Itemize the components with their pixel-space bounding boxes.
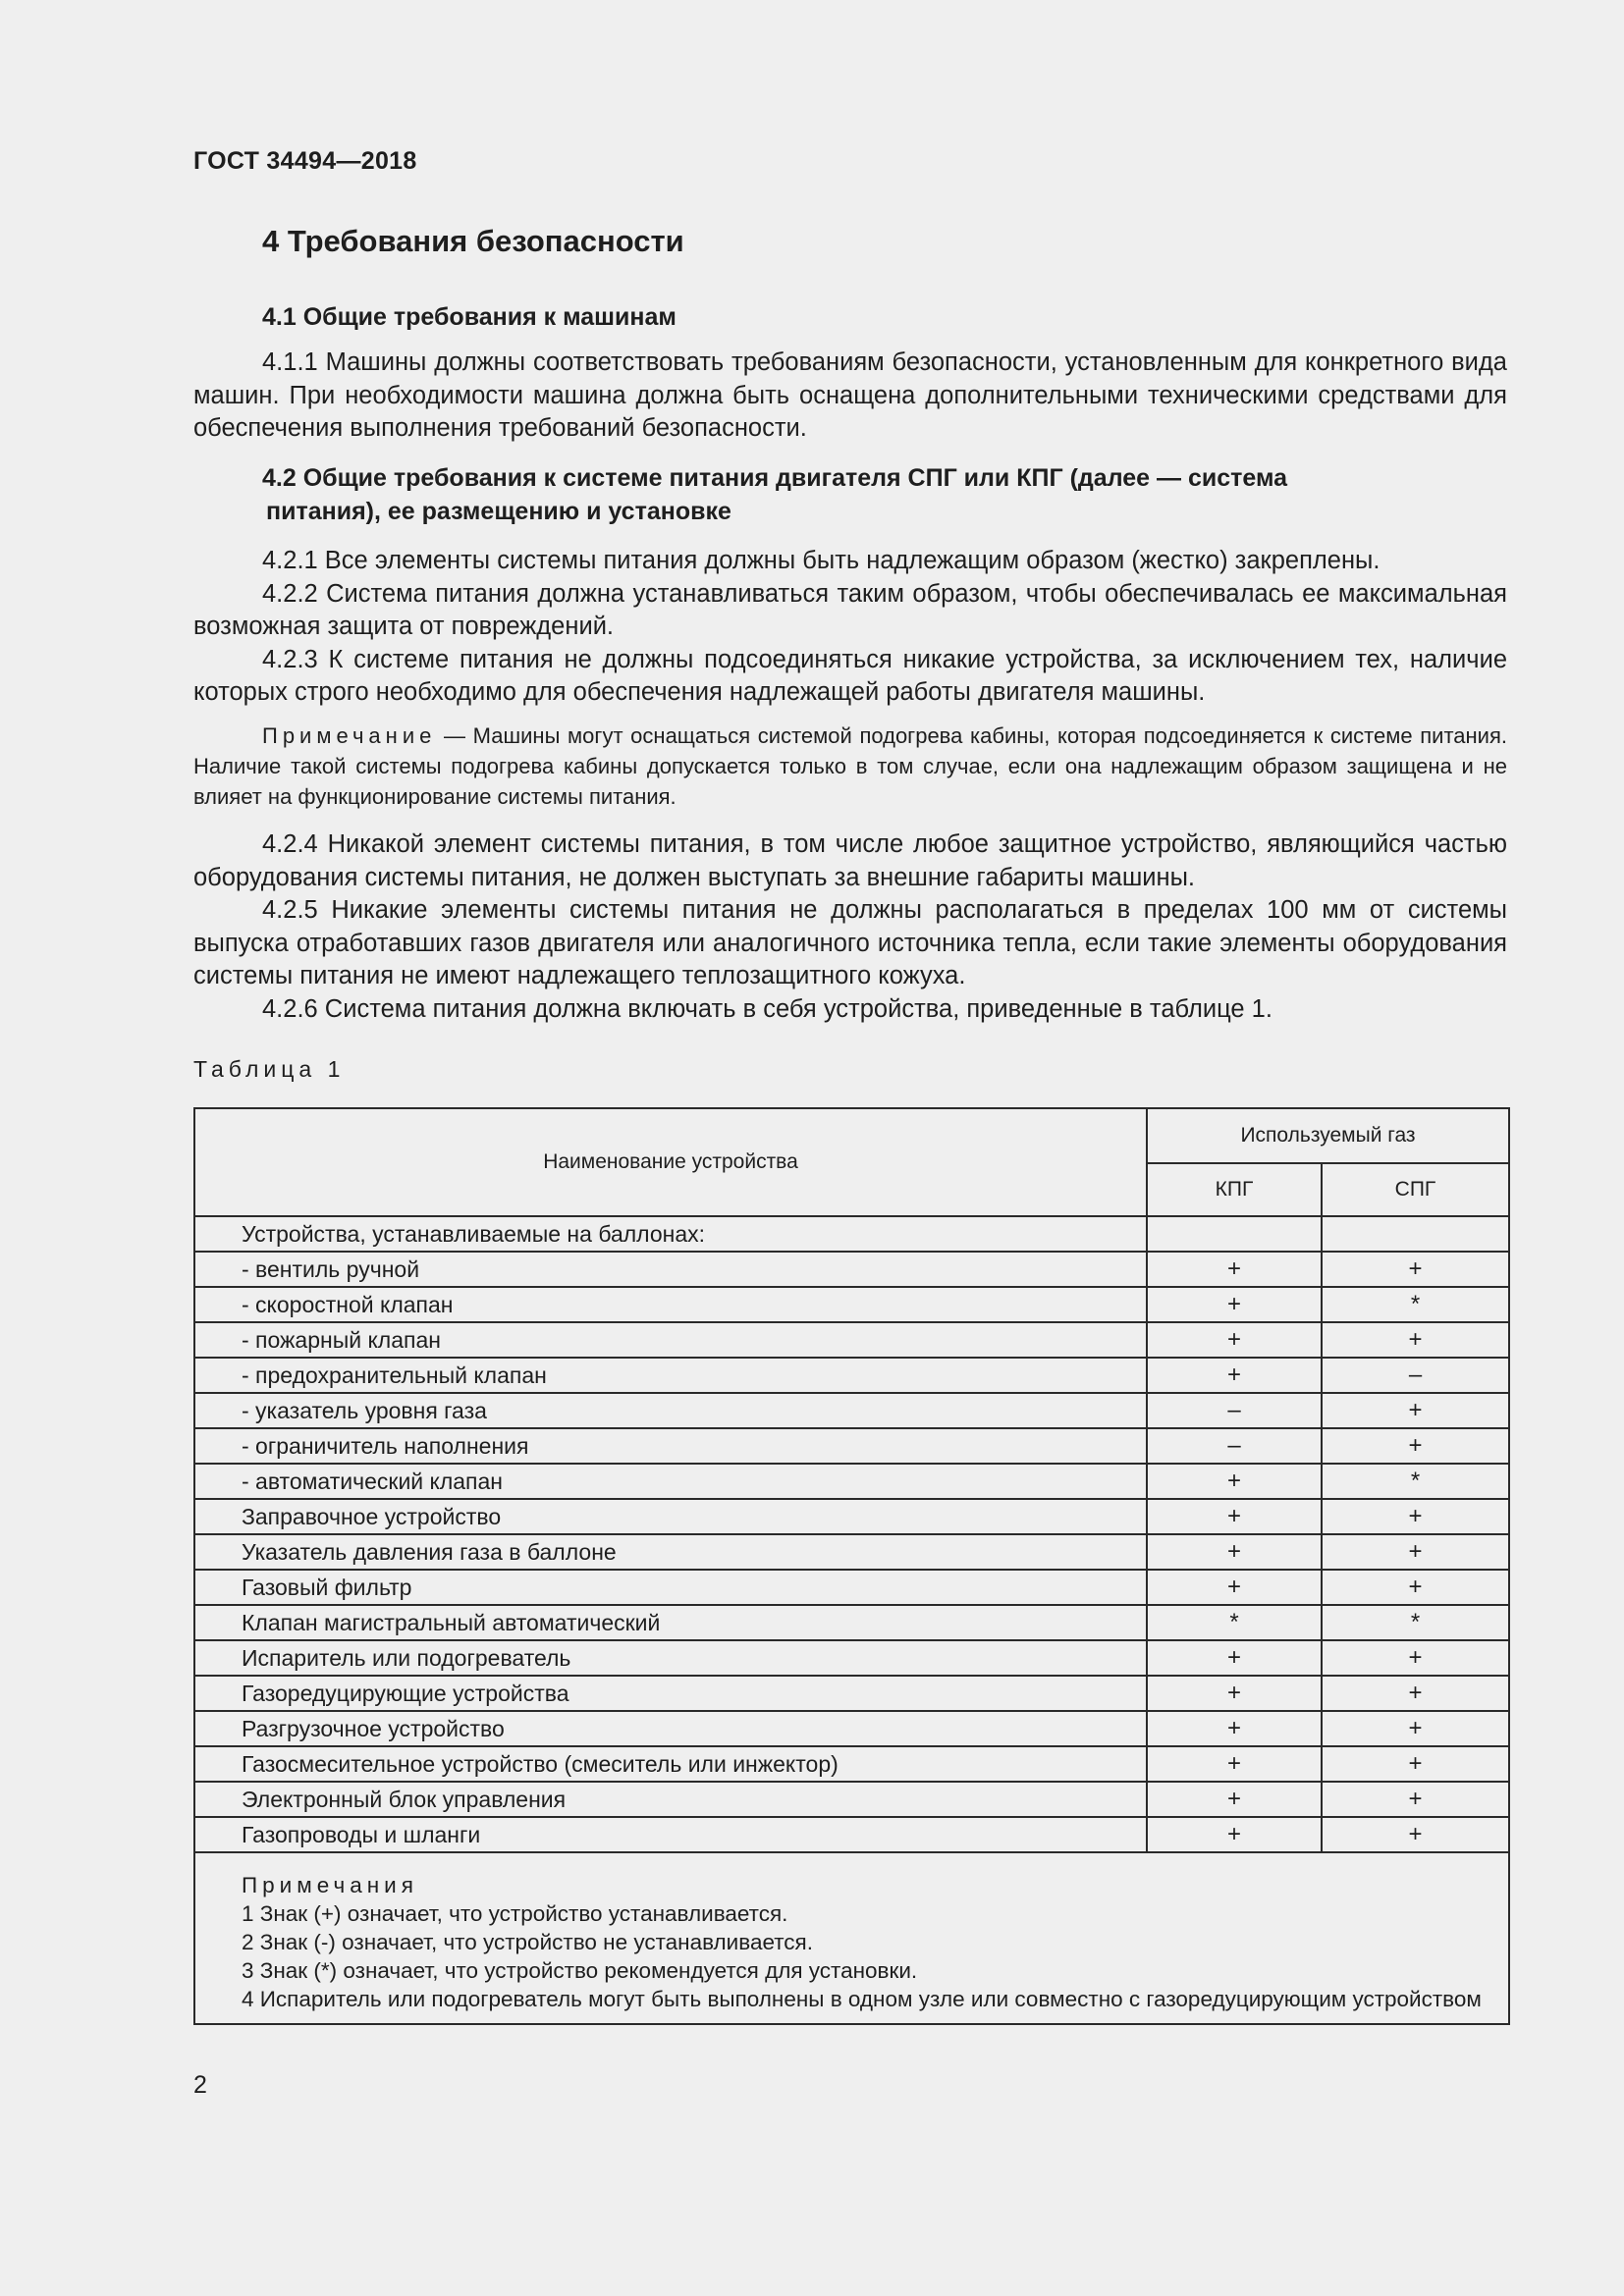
table-row <box>194 1358 1509 1393</box>
note-label: Примечание <box>262 723 437 748</box>
spg-value-cell: * <box>1322 1287 1509 1322</box>
kpg-value-cell: + <box>1147 1711 1322 1746</box>
spg-value-cell: + <box>1322 1711 1509 1746</box>
kpg-value-cell: – <box>1147 1428 1322 1464</box>
device-name-cell: - вентиль ручной <box>194 1252 1147 1287</box>
table-row <box>194 1534 1509 1570</box>
page-number: 2 <box>193 2071 207 2099</box>
kpg-value-cell: + <box>1147 1782 1322 1817</box>
table-row <box>194 1676 1509 1711</box>
kpg-value-cell <box>1147 1216 1322 1252</box>
header-device-name: Наименование устройства <box>194 1108 1147 1216</box>
spg-value-cell: + <box>1322 1252 1509 1287</box>
kpg-value-cell: + <box>1147 1676 1322 1711</box>
section-title: 4 Требования безопасности <box>262 224 684 258</box>
header-kpg: КПГ <box>1147 1163 1322 1216</box>
kpg-value-cell: – <box>1147 1393 1322 1428</box>
kpg-value-cell: + <box>1147 1252 1322 1287</box>
paragraph-block-4-1 <box>193 347 1507 446</box>
spg-value-cell: + <box>1322 1393 1509 1428</box>
table-notes-row <box>194 1852 1509 2024</box>
paragraph-block-4-2-a <box>193 545 1507 710</box>
kpg-value-cell: + <box>1147 1817 1322 1852</box>
subsection-4-2-title-line1: 4.2 Общие требования к системе питания двигателя СПГ или КПГ (далее — система <box>262 464 1288 492</box>
kpg-value-cell: + <box>1147 1464 1322 1499</box>
table-row <box>194 1393 1509 1428</box>
paragraph-4-2-2: 4.2.2 Система питания должна устанавливаться таким образом, чтобы обеспечивалась ее максимальная возможная защита от повреждений. <box>193 579 1507 640</box>
table-row <box>194 1711 1509 1746</box>
device-name-cell: Клапан магистральный автоматический <box>194 1605 1147 1640</box>
device-name-cell: Указатель давления газа в баллоне <box>194 1534 1147 1570</box>
table-row <box>194 1746 1509 1782</box>
table-caption: Таблица 1 <box>193 1056 346 1082</box>
table-row <box>194 1464 1509 1499</box>
paragraph-4-2-4: 4.2.4 Никакой элемент системы питания, в том числе любое защитное устройство, являющийся частью оборудования системы питания, не должен выступать за внешние габариты машины. <box>193 830 1507 891</box>
note-item: 4 Испаритель или подогреватель могут быть выполнены в одном узле или совместно с газоредуцирующим устройством <box>242 1987 1482 2011</box>
spg-value-cell: + <box>1322 1782 1509 1817</box>
table-row <box>194 1287 1509 1322</box>
device-name-cell: Испаритель или подогреватель <box>194 1640 1147 1676</box>
kpg-value-cell: + <box>1147 1570 1322 1605</box>
device-name-cell: Газосмесительное устройство (смеситель или инжектор) <box>194 1746 1147 1782</box>
table-row <box>194 1782 1509 1817</box>
document-code: ГОСТ 34494—2018 <box>193 147 417 175</box>
devices-table <box>193 1107 1510 2025</box>
paragraph-block-4-2-b <box>193 828 1507 1026</box>
kpg-value-cell: + <box>1147 1358 1322 1393</box>
subsection-4-2-title-line2: питания), ее размещению и установке <box>266 498 731 525</box>
kpg-value-cell: + <box>1147 1640 1322 1676</box>
note-item: 3 Знак (*) означает, что устройство рекомендуется для установки. <box>242 1958 918 1983</box>
spg-value-cell: + <box>1322 1640 1509 1676</box>
device-name-cell: Разгрузочное устройство <box>194 1711 1147 1746</box>
paragraph-4-2-1: 4.2.1 Все элементы системы питания должны быть надлежащим образом (жестко) закреплены. <box>262 547 1380 574</box>
header-spg: СПГ <box>1322 1163 1509 1216</box>
table-row <box>194 1605 1509 1640</box>
spg-value-cell: + <box>1322 1817 1509 1852</box>
spg-value-cell: + <box>1322 1676 1509 1711</box>
subsection-4-1-title: 4.1 Общие требования к машинам <box>262 303 677 331</box>
spg-value-cell <box>1322 1216 1509 1252</box>
spg-value-cell: + <box>1322 1746 1509 1782</box>
table-notes <box>194 1852 1509 2024</box>
note-item: 1 Знак (+) означает, что устройство устанавливается. <box>242 1901 788 1926</box>
table-row <box>194 1817 1509 1852</box>
spg-value-cell: + <box>1322 1534 1509 1570</box>
paragraph-4-1-1: 4.1.1 Машины должны соответствовать требованиям безопасности, установленным для конкретного вида машин. При необходимости машина должна быть оснащена дополнительными техническими средствами для обеспечения выполнения требований безопасности. <box>193 348 1507 442</box>
spg-value-cell: – <box>1322 1358 1509 1393</box>
device-name-cell: Заправочное устройство <box>194 1499 1147 1534</box>
device-name-cell: - скоростной клапан <box>194 1287 1147 1322</box>
device-name-cell: - указатель уровня газа <box>194 1393 1147 1428</box>
paragraph-4-2-6: 4.2.6 Система питания должна включать в себя устройства, приведенные в таблице 1. <box>262 994 1272 1023</box>
notes-title: Примечания <box>242 1873 418 1897</box>
table-row <box>194 1428 1509 1464</box>
spg-value-cell: + <box>1322 1428 1509 1464</box>
paragraph-4-2-3: 4.2.3 К системе питания не должны подсоединяться никакие устройства, за исключением тех, наличие которых строго необходимо для обеспечения надлежащей работы двигателя машины. <box>193 645 1507 706</box>
paragraph-4-2-5: 4.2.5 Никакие элементы системы питания не должны располагаться в пределах 100 мм от системы выпуска отработавших газов двигателя или аналогичного источника тепла, если такие элементы оборудования системы питания не имеют надлежащего теплозащитного кожуха. <box>193 896 1507 989</box>
table-row <box>194 1499 1509 1534</box>
spg-value-cell: * <box>1322 1464 1509 1499</box>
kpg-value-cell: + <box>1147 1322 1322 1358</box>
device-name-cell: - предохранительный клапан <box>194 1358 1147 1393</box>
table-row <box>194 1322 1509 1358</box>
spg-value-cell: + <box>1322 1499 1509 1534</box>
device-name-cell: - пожарный клапан <box>194 1322 1147 1358</box>
note-text: — Машины могут оснащаться системой подогрева кабины, которая подсоединяется к системе питания. Наличие такой системы подогрева кабины допускается только в том случае, если она надлежащим образом защищена и не влияет на функционирование системы питания. <box>193 723 1507 809</box>
kpg-value-cell: + <box>1147 1746 1322 1782</box>
note-4-2 <box>193 721 1507 812</box>
spg-value-cell: * <box>1322 1605 1509 1640</box>
device-name-cell: Газовый фильтр <box>194 1570 1147 1605</box>
subsection-4-2-title <box>262 461 1287 528</box>
spg-value-cell: + <box>1322 1570 1509 1605</box>
note-item: 2 Знак (-) означает, что устройство не устанавливается. <box>242 1930 813 1954</box>
table-row <box>194 1216 1509 1252</box>
kpg-value-cell: + <box>1147 1287 1322 1322</box>
device-name-cell: - автоматический клапан <box>194 1464 1147 1499</box>
device-name-cell: Газоредуцирующие устройства <box>194 1676 1147 1711</box>
kpg-value-cell: * <box>1147 1605 1322 1640</box>
device-name-cell: Электронный блок управления <box>194 1782 1147 1817</box>
kpg-value-cell: + <box>1147 1499 1322 1534</box>
device-name-cell: Газопроводы и шланги <box>194 1817 1147 1852</box>
spg-value-cell: + <box>1322 1322 1509 1358</box>
table-row <box>194 1640 1509 1676</box>
device-name-cell: - ограничитель наполнения <box>194 1428 1147 1464</box>
table-row <box>194 1252 1509 1287</box>
header-used-gas: Используемый газ <box>1147 1108 1509 1163</box>
kpg-value-cell: + <box>1147 1534 1322 1570</box>
device-name-cell: Устройства, устанавливаемые на баллонах: <box>194 1216 1147 1252</box>
table-row <box>194 1570 1509 1605</box>
